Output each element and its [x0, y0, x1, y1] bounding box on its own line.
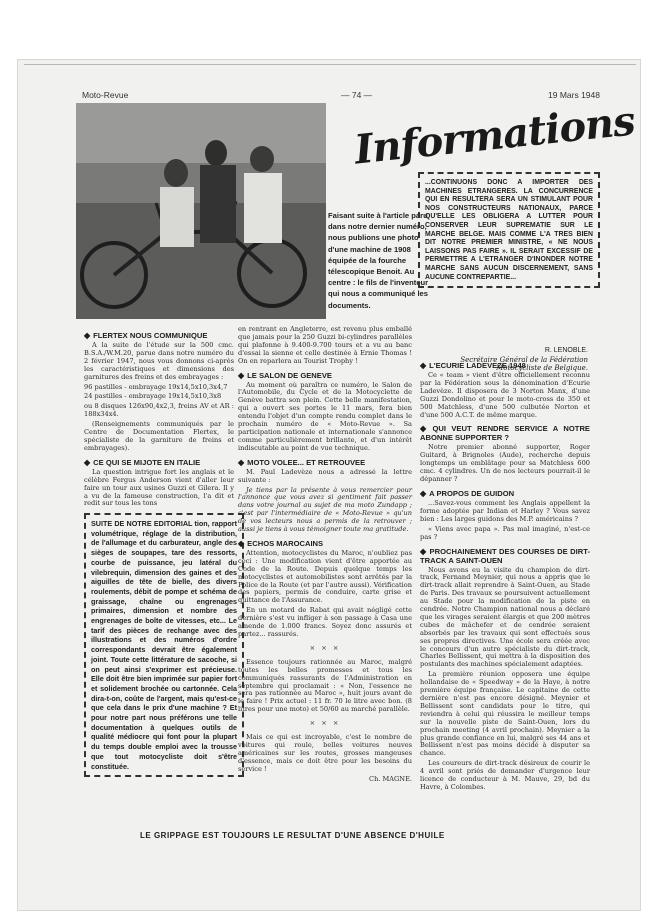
photo-caption: Faisant suite à l'article paru dans notre dernier numéro, nous publions une photo d'une machine de 1908 équipée de la fourche télescopique Benoit. Au centre : le fils de l'inventeur qui nous a communiqué les documents. [328, 211, 429, 310]
guidon-paragraph: ...Savez-vous comment les Anglais appellent la forme adoptée par Indian et Harley ? Vous savez bien : Les larges guidons des M.P. américains ? [420, 498, 590, 523]
flertex-title: FLERTEX NOUS COMMUNIQUE [93, 331, 208, 340]
abonne-heading [420, 424, 590, 442]
section-title: Informations [352, 97, 637, 174]
flertex-note: (Renseignements communiqués par le Centre de Documentation Flertex, le spécialiste de la garniture de freins et embrayages). [84, 420, 234, 452]
dirt-heading [420, 547, 590, 565]
diamond-icon: ◆ [238, 457, 245, 467]
vole-title: MOTO VOLEE... ET RETROUVEE [247, 457, 366, 467]
signature-role: Secrétaire Général de la Fédération Motocycliste de Belgique. [460, 355, 588, 372]
diamond-icon: ◆ [420, 546, 427, 556]
column-3 [420, 356, 590, 794]
geneve-paragraph: Au moment où paraîtra ce numéro, le Salon de l'Automobile, du Cycle et de la Motocyclette de Genève battra son plein. Cette belle manifestation, qui a ouvert ses portes le 11 mars, fera bien entendu l'objet d'un compte rendu complet dans le prochain numéro de « Moto-Revue ». Sa participation nationale et internationale s'annonce comme particulièrement brillante, et d'un intérêt indiscutable au point de vue technique. [238, 380, 412, 452]
ladeveze-heading [420, 361, 590, 370]
column-1 [84, 326, 234, 510]
diamond-icon: ◆ [84, 331, 91, 340]
maroc-signature: Ch. MAGNE. [369, 774, 412, 783]
page-edge [24, 64, 636, 65]
ladeveze-paragraph: Ce « team » vient d'être officiellement reconnu par la Fédération sous la dénomination d'Ecurie Ladevèze. Il disposera de 3 Norton Manx, d'une Guzzi Dondolino et pour le moto-cross de 350 et 500 Matchless, d'une 500 culbutée Norton et d'une 500 A.C.T. de même marque. [420, 371, 590, 419]
signature-name: R. LENOBLE. [544, 347, 588, 354]
dirt-paragraph: La première réunion opposera une équipe hollandaise de « Speedway » de la Haye, à notre première équipe française. Le capitaine de cette dernière n'est pas encore désigné. Meynier et Bellissent sont candidats pour le titre, qui reviendra à celui qui réussira le meilleur temps sur la nouvelle piste de Saint-Ouen, lors du prochain meeting (4 avril prochain). Meynier a la plus grande confiance en lui, malgré ses 44 ans et Bellissent n'est pas moins décidé à disputer sa chance. [420, 670, 590, 758]
maroc-paragraph: Mais ce qui est incroyable, c'est le nombre de voitures qui roule, belles voitures neuves américaines sur les routes, grosses mangeuses d'essence, mais ce doit être pour les besoins du service ! [238, 733, 412, 773]
guidon-title: A PROPOS DE GUIDON [429, 488, 515, 498]
geneve-heading [238, 371, 412, 380]
diamond-icon: ◆ [420, 488, 427, 498]
italie-heading [84, 458, 234, 467]
header-magazine: Moto-Revue [82, 90, 129, 100]
maroc-paragraph: Attention, motocyclistes du Maroc, n'oubliez pas ceci : Une modification vient d'être apportée au Code de la Route. Depuis quelque temps les motocyclistes et automobilistes sont arrêtés par la Police de la Route (et par l'autre aussi). Vérification des papiers, permis de conduire, carte grise et quittance de l'Assurance. [238, 548, 412, 605]
abonne-paragraph: Notre premier abonné supporter, Roger Guitard, à Brignoles (Aude), recherche depuis longtemps un emblâtage pour sa Matchless 600 cmc. 4 cylindres. Un de nos lecteurs pourrait-il le dépanner ? [420, 443, 590, 484]
vole-heading [238, 458, 412, 467]
ladeveze-title: L'ECURIE LADEVEZE 1948 [429, 361, 526, 370]
dirt-paragraph: Les coureurs de dirt-track désireux de courir le 4 avril sont priés de demander d'urgence leur licence de conducteur à M. Mauve, 29, bd du Havre, à Colombes. [420, 759, 590, 791]
editorial-box: SUITE DE NOTRE EDITORIAL tion, rapport volumétrique, réglage de la distribution, de l'allumage et du carburateur, angle des sièges de soupapes, tare des ressorts, courbe de puissance, jeu latéral du vilebrequin, dimension des gaines et des aiguilles de tête de bielle, des divers roulements, débit de pompe et schéma de graissage, chaîne ou engrenages primaires, dimension et nombre des engrenages de boîte de vitesses, etc... Le tarif des pièces de rechange avec des illustrations et des numéros d'ordre correspondants devrait être également joint. Toute cette littérature de sacoche, si on peut ainsi s'exprimer est précieuse. Elle doit être bien imprimée sur papier fort et solidement brochée ou cartonnée. Cela dira-t-on, coûte de l'argent, mais qu'est-ce que cela dans le prix d'une machine ? Et pour notre part nous préférons une telle documentation à quelques outils de qualité médiocre qui font pour la plupart du temps double emploi avec la trousse que tout motocycliste doit s'être constituée. [84, 513, 244, 777]
diamond-icon: ◆ [84, 457, 91, 467]
diamond-icon: ◆ [420, 424, 430, 434]
diamond-icon: ◆ [420, 361, 427, 370]
footer-slogan: LE GRIPPAGE EST TOUJOURS LE RESULTAT D'UNE ABSENCE D'HUILE [140, 831, 445, 840]
italie-title: CE QUI SE MIJOTE EN ITALIE [93, 457, 201, 467]
quote-box: ...CONTINUONS DONC A IMPORTER DES MACHINES ETRANGERES. LA CONCURRENCE QUI EN RESULTERA SERA UN STIMULANT POUR NOS CONSTRUCTEURS NATIONAUX, PARCE QU'ELLE LES OBLIGERA A LUTTER POUR CONSERVER LEUR SUPREMATIE SUR LE MARCHE BELGE. MAIS COMME L'A TRES BIEN DIT NOTRE PREMIER MINISTRE, « NE NOUS LAISSONS PAS FAIRE ». IL SERAIT EXCESSIF DE PERMETTRE A L'ETRANGER D'INONDER NOTRE MARCHE SANS AUCUN DISCERNEMENT, SANS AUCUNE CONTREPARTIE... [418, 172, 600, 288]
dirt-title: PROCHAINEMENT DES COURSES DE DIRT-TRACK A SAINT-OUEN [420, 546, 591, 565]
italie-paragraph: La question intrigue fort les anglais et le célèbre Fergus Anderson vient d'aller leur faire un tour aux usines Guzzi et Gilera. Il y a vu de la fameuse construction, l'a dit et redit sur tous les tons [84, 467, 234, 508]
abonne-title: QUI VEUT RENDRE SERVICE A NOTRE ABONNE SUPPORTER ? [420, 424, 590, 443]
vole-paragraph: M. Paul Ladevèze nous a adressé la lettre suivante : [238, 467, 412, 484]
diamond-icon: ◆ [238, 370, 245, 380]
vintage-motorcycle-photo [76, 103, 326, 319]
guidon-paragraph: « Viens avec papa ». Pas mal imaginé, n'est-ce pas ? [420, 524, 590, 541]
flertex-line: 96 pastilles - embrayage 19x14,5x10,3x4,7 [84, 382, 228, 391]
vole-letter: Je tiens par la présente à vous remercier pour l'annonce que vous avez si gentiment fait passer dans votre journal au sujet de ma moto Zundapp ; c'est par l'intermédiaire de « Moto-Revue » qu'un de vos lecteurs nous a permis de la retrouver ; aussi je tiens à vous témoigner toute ma gratitude. [238, 485, 412, 534]
maroc-paragraph: Essence toujours rationnée au Maroc, malgré toutes les belles promesses et tous les communiqués rassurants de l'Administration en septembre qui proclamait : « Non, l'essence ne sera pas rationnée au Maroc », huit jours avant de le faire ! Prix actuel : 11 fr. 70 le litre avec bon. (8 litres pour une moto) et 50/60 au marché parallèle. [238, 657, 412, 714]
flertex-paragraph: A la suite de l'étude sur la 500 cmc. B.S.A./W.M.20, parue dans notre numéro du 2 février 1947, nous vous donnons ci-après les caractéristiques et dimensions des garnitures des freins et des embrayages : [84, 341, 234, 381]
maroc-paragraph: En un motard de Rabat qui avait négligé cette dernière s'est vu infliger à son passage à Casa une amende de 1.000 francs. Soyez donc assurés et partez... rassurés. [238, 606, 412, 638]
flertex-line: 24 pastilles - embrayage 19x14,5x10,3x8 [84, 392, 222, 401]
geneve-title: LE SALON DE GENEVE [247, 370, 332, 380]
diamond-icon: ◆ [238, 538, 245, 548]
flertex-heading [84, 331, 234, 340]
column-2 [238, 326, 412, 784]
separator: × × × [309, 719, 341, 728]
header-date: 19 Mars 1948 [548, 90, 600, 100]
guzzi-paragraph: en rentrant en Angleterre, est revenu plus emballé que jamais pour la 250 Guzzi bi-cylindres parallèles qui plafonne à 9.400-9.700 tours et a vu au banc d'essai la sienne et celle destinée à Ernie Thomas ! On en reparlera au Tourist Trophy ! [238, 325, 412, 365]
dirt-paragraph: Nous avons eu la visite du champion de dirt-track, Fernand Meynier, qui nous a appris que le dirt-track allait reprendre à Saint-Ouen, au Stade de Paris. Des travaux se poursuivent actuellement au Stade pour la modification de la piste en cendrée. Notre Champion national nous a déclaré que les virages seraient élargis et que 200 mètres cubes de mâchefer et de cendrée seraient absorbés par les travaux qui sont effectués sous ses propres directives. Une école sera créée avec le concours d'un autre spécialiste du dirt-track, Charles Bellissent, qui mettra à la disposition des postulants des machines spécialement adaptées. [420, 565, 590, 669]
maroc-heading [238, 539, 412, 548]
header-page-number: — 74 — [341, 90, 373, 100]
maroc-title: ECHOS MAROCAINS [247, 538, 324, 548]
flertex-line: ou 8 disques 126x90,4x2,3, freins AV et AR : 188x34x4. [84, 402, 234, 419]
guidon-heading [420, 489, 590, 498]
separator: × × × [309, 643, 341, 652]
